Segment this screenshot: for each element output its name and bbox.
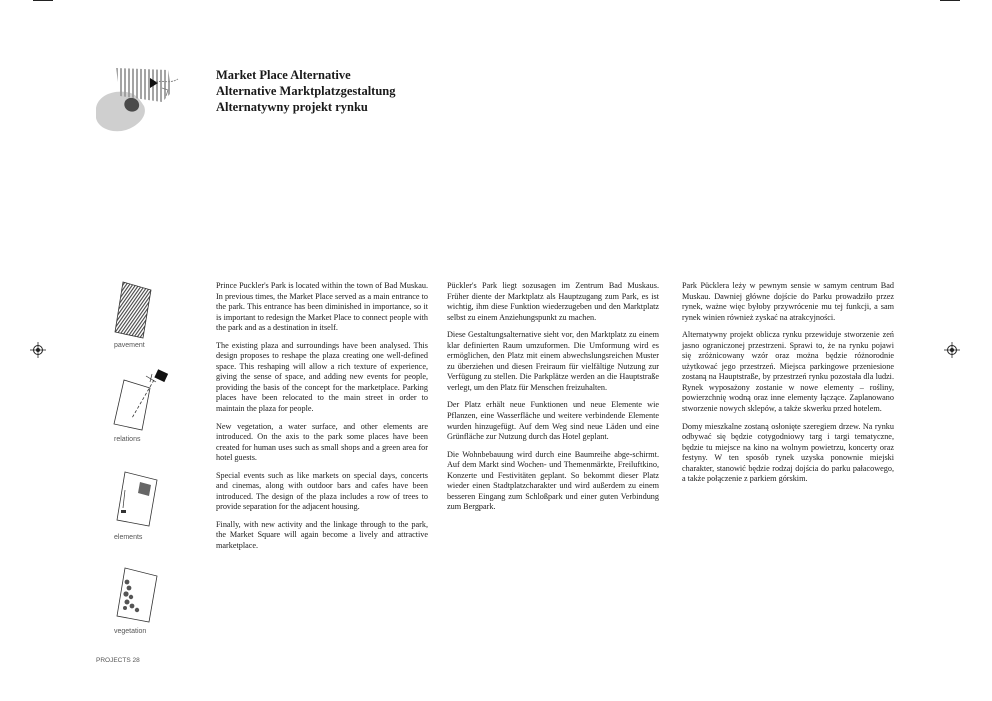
paragraph: Park Pücklera leży w pewnym sensie w samym centrum Bad Muskau. Dawniej główne dojście do Parku prowadziło przez rynek, ważne więc byłoby przywrócenie mu tej funkcji, a sam rynek winien również zyskać na atrakcyjności. [682,281,894,322]
caption-vegetation: vegetation [114,628,147,635]
title-polish: Alternatywny projekt rynku [216,100,368,114]
text-column-english [216,281,428,559]
pavement-diagram-icon [113,280,153,340]
elements-diagram-icon [113,470,161,528]
text-column-german [447,281,659,520]
title-block [216,67,395,115]
paragraph: Prince Puckler's Park is located within the town of Bad Muskau. In previous times, the Market Place served as a main entrance to the park. This entrance has been diminished in importance, so it is important to redesign the Market Place to connect people with the park and as a destination in itself. [216,281,428,333]
paragraph: Special events such as like markets on special days, concerts and cinemas, along with outdoor bars and cafes have been introduced. The design of the plaza includes a row of trees to provide separation for the adjacent housing. [216,470,428,512]
registration-mark-left-icon [30,342,46,358]
paragraph: Diese Gestaltungsalternative sieht vor, den Marktplatz zu einem klar definierten Raum umzuformen. Die Umformung wird es ermöglichen, den Platz mit einem abwechslungsreichen Muster zu überziehen und diesen Freiraum für vielfältige Nutzung zur Verfügung zu stellen. Die Parkplätze werden an die Hauptstraße verlegt, um den Platz für Menschen freizuhalten. [447,330,659,392]
caption-pavement: pavement [114,342,145,349]
caption-relations: relations [114,436,141,443]
paragraph: Finally, with new activity and the linkage through to the park, the Market Square will again become a lively and attractive marketplace. [216,519,428,551]
crop-mark-top-left [33,0,53,1]
title-english: Market Place Alternative [216,68,351,82]
paragraph: New vegetation, a water surface, and other elements are introduced. On the axis to the park some places have been created for human uses such as small shops and a green area for hotel guests. [216,421,428,463]
paragraph: Pückler's Park liegt sozusagen im Zentrum Bad Muskaus. Früher diente der Marktplatz als Hauptzugang zum Park, es ist wichtig, ihm diese Funktion wiederzugeben und den Marktplatz selbst zu einem Anziehungspunkt zu machen. [447,281,659,322]
paragraph: Alternatywny projekt oblicza rynku przewiduje stworzenie zeń jasno ograniczonej przestrzeni. Sprawi to, że na rynku pojawi się zróżnicowany wzór oraz można będzie różnorodnie użytkować jego przestrzeń. Miejsca parkingowe przeniesione zostaną na Hauptstraße, by przestrzeń rynku pozostała dla ludzi. Rynek wyposażony zostanie w nowe elementy – rośliny, powierzchnię wodną oraz inne elementy łączące. Zaplanowano stworzenie nowych sklepów, a także skwerku przed hotelem. [682,330,894,414]
paragraph: Der Platz erhält neue Funktionen und neue Elemente wie Pflanzen, eine Wasserfläche und weitere verbindende Elemente wurden hinzugefügt. Auf dem Weg sind neue Läden und eine Grünfläche zur Nutzung durch das Hotel geplant. [447,400,659,442]
relations-diagram-icon [110,368,172,434]
paragraph: Die Wohnbebauung wird durch eine Baumreihe abge-schirmt. Auf dem Markt sind Wochen- und Themenmärkte, Freiluftkino, Konzerte und Festivitäten geplant. So bekommt dieser Platz wieder einen Stadtplatzcharakter und wird außerdem zu einem besseren Eingang zum Schloßpark und einer guten Verbindung zum Bergpark. [447,449,659,512]
registration-mark-right-icon [944,342,960,358]
text-column-polish [682,281,894,492]
site-plan-logo-icon [92,62,197,137]
title-german: Alternative Marktplatzgestaltung [216,84,396,98]
vegetation-diagram-icon [113,566,161,624]
crop-mark-top-right [940,0,960,1]
caption-elements: elements [114,534,143,541]
paragraph: The existing plaza and surroundings have been analysed. This design proposes to reshape the plaza creating one well-defined space. This reshaping will allow a rich texture of experience, giving the sense of space, and adding new events for people, providing the basis of the concept for the marketplace. Parking places have been relocated to the main street in order to maintain the plaza for people. [216,340,428,414]
paragraph: Domy mieszkalne zostaną osłonięte szeregiem drzew. Na rynku odbywać się będzie cotygodniowy targ i targi tematyczne, będzie tu miejsce na kino na wolnym powietrzu, koncerty oraz festyny. W ten sposób rynek uzyska ponownie miejski charakter, stanowić będzie rodzaj dojścia do parku pałacowego, a także połączenie z parkiem górskim. [682,421,894,484]
page-folio: PROJECTS 28 [96,657,140,664]
